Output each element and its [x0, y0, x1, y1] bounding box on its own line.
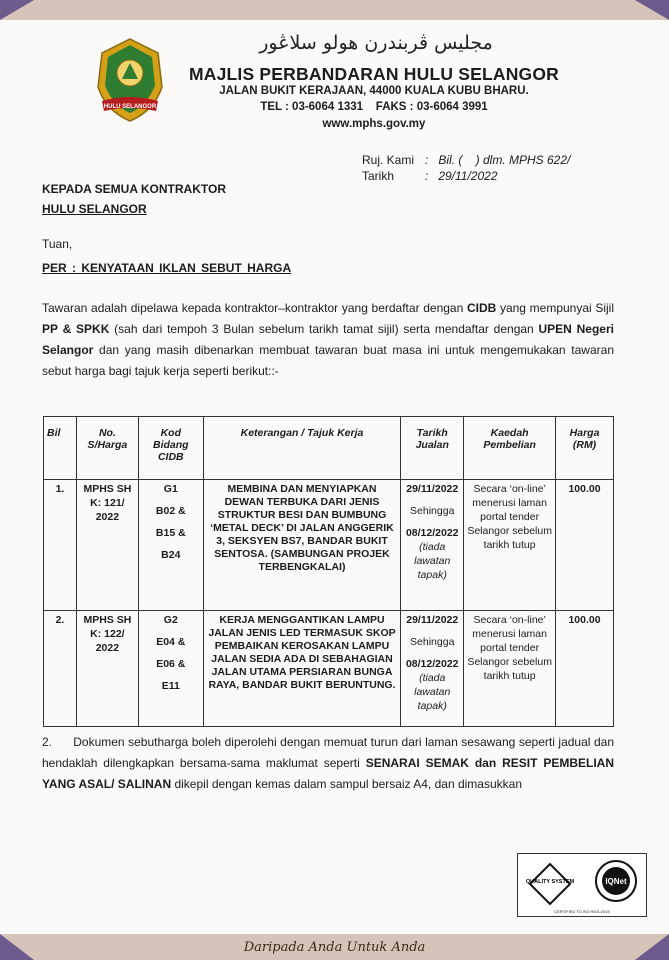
cell-no: MPHS SH K: 121/ 2022 — [76, 480, 138, 611]
top-left-corner-ornament — [0, 0, 34, 20]
cell-bil: 2. — [44, 611, 77, 727]
date-value: : 29/11/2022 — [425, 169, 498, 183]
tender-table — [43, 416, 614, 727]
table-header-row — [44, 417, 614, 480]
ref-value: : Bil. ( ) dlm. MPHS 622/ — [425, 153, 571, 167]
cell-no: MPHS SH K: 122/ 2022 — [76, 611, 138, 727]
header-kod: Kod Bidang CIDB — [138, 417, 203, 480]
header-keterangan: Keterangan / Tajuk Kerja — [203, 417, 401, 480]
cell-harga: 100.00 — [556, 611, 614, 727]
quality-certification-icon — [518, 854, 646, 906]
header-kaedah: Kaedah Pembelian — [464, 417, 556, 480]
invitation-paragraph: Tawaran adalah dipelawa kepada kontraktor–kontraktor yang berdaftar dengan CIDB yang mempunyai Sijil PP & SPKK (sah dari tempoh 3 Bulan sebelum tarikh tamat sijil) serta mendaftar dengan UPEN Negeri Selangor dan yang masih dibenarkan membuat tawaran buat masa ini untuk mengemukakan tawaran sebut harga bagi tajuk kerja seperti berikut::- — [42, 301, 615, 378]
svg-text:HULU SELANGOR: HULU SELANGOR — [103, 104, 157, 110]
salutation: Tuan, — [42, 237, 73, 251]
subject-line: PER : KENYATAAN IKLAN SEBUT HARGA — [42, 261, 292, 275]
cell-harga: 100.00 — [556, 480, 614, 611]
cell-kod: G1 B02 & B15 & B24 — [138, 480, 203, 611]
council-address: JALAN BUKIT KERAJAAN, 44000 KUALA KUBU BHARU. — [219, 85, 529, 97]
cell-keterangan: KERJA MENGGANTIKAN LAMPU JALAN JENIS LED TERMASUK SKOP PEMBAIKAN KEROSAKAN LAMPU JALAN SEDIA ADA DI SEBAHAGIAN JALAN UTAMA PERSIARAN BUNGA RAYA, BANDAR BUKIT BERUNTUNG. — [203, 611, 401, 727]
header-harga: Harga (RM) — [556, 417, 614, 480]
cell-kaedah: Secara ‘on-line’ menerusi laman portal tender Selangor sebelum tarikh tutup — [464, 611, 556, 727]
certification-badges — [517, 853, 647, 917]
top-decorative-band — [0, 0, 669, 20]
quality-badge-text: QUALITY SYSTEM — [525, 879, 575, 885]
council-name: MAJLIS PERBANDARAN HULU SELANGOR — [188, 64, 560, 84]
header-bil: Bil — [44, 417, 77, 480]
council-phone-fax: TEL : 03-6064 1331 FAKS : 03-6064 3991 — [260, 101, 488, 113]
table-row — [44, 480, 614, 611]
cell-tarikh: 29/11/2022 Sehingga 08/12/2022 (tiada lawatan tapak) — [401, 480, 464, 611]
top-right-corner-ornament — [635, 0, 669, 20]
council-name-jawi: مجليس ڤربندرن هولو سلاڠور — [259, 32, 493, 54]
recipient-line-2: HULU SELANGOR — [42, 202, 147, 216]
cell-kaedah: Secara ‘on-line’ menerusi laman portal tender Selangor sebelum tarikh tutup — [464, 480, 556, 611]
council-crest-logo — [88, 35, 172, 127]
cell-tarikh: 29/11/2022 Sehingga 08/12/2022 (tiada lawatan tapak) — [401, 611, 464, 727]
cell-bil: 1. — [44, 480, 77, 611]
header-tarikh: Tarikh Jualan — [401, 417, 464, 480]
council-website: www.mphs.gov.my — [322, 118, 426, 130]
footer-motto: Daripada Anda Untuk Anda — [243, 940, 426, 955]
ref-label: Ruj. Kami — [362, 153, 415, 167]
iqnet-badge-text: IQNet — [605, 877, 627, 886]
reference-block — [362, 152, 570, 184]
recipient-line-1: KEPADA SEMUA KONTRAKTOR — [42, 182, 227, 196]
header-no: No. S/Harga — [76, 417, 138, 480]
certification-caption: CERTIFIED TO ISO 9001:2015 — [554, 909, 610, 914]
document-paragraph: 2. Dokumen sebutharga boleh diperolehi dengan memuat turun dari laman sesawang seperti jadual dan hendaklah dilengkapkan bersama-sama maklumat seperti SENARAI SEMAK dan RESIT PEMBELIAN YANG ASAL/ SALINAN dikepil dengan kemas dalam sampul bersaiz A4, dan dimasukkan — [42, 735, 618, 791]
date-label: Tarikh — [362, 169, 395, 183]
table-row — [44, 611, 614, 727]
cell-keterangan: MEMBINA DAN MENYIAPKAN DEWAN TERBUKA DARI JENIS STRUKTUR BESI DAN BUMBUNG ‘METAL DECK’ DI JALAN ANGGERIK 3, SEKSYEN BS7, BANDAR BUKIT SENTOSA. (SAMBUNGAN PROJEK TERBENGKALAI) — [203, 480, 401, 611]
cell-kod: G2 E04 & E06 & E11 — [138, 611, 203, 727]
